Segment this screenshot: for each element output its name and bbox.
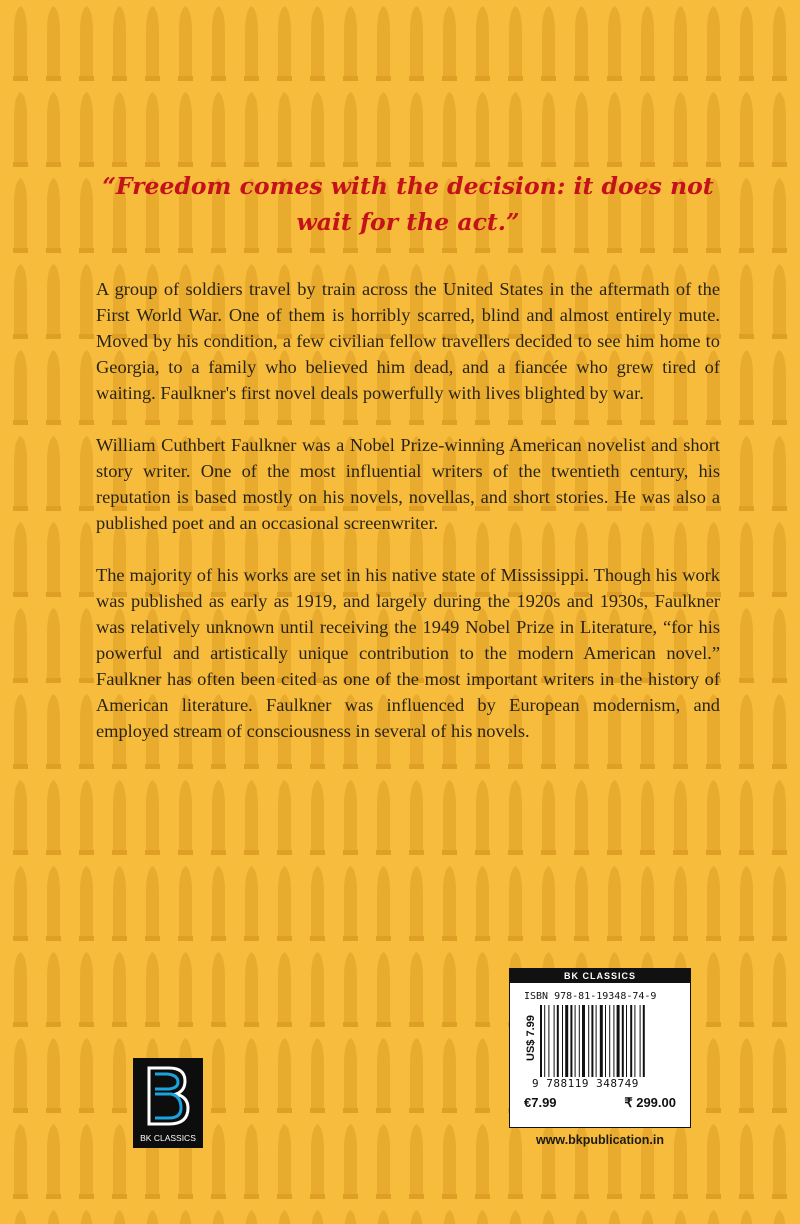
barcode-header: BK CLASSICS <box>510 969 690 983</box>
logo-text: BK CLASSICS <box>140 1133 196 1143</box>
author-legacy-paragraph: The majority of his works are set in his native state of Mississippi. Though his work was published as early as 1919, and largely during the 1920s and 1930s, Faulkner was relatively unknown until receiving the 1949 Nobel Prize in Literature, “for his powerful and artistically unique contribution to the modern American novel.” Faulkner has often been cited as one of the most important writers in the history of American literature. Faulkner was influenced by European modernism, and employed stream of consciousness in several of his novels. <box>96 565 720 741</box>
price-usd: US$ 7.99 <box>525 1015 537 1061</box>
barcode-panel <box>509 968 691 1128</box>
publisher-logo <box>133 1058 203 1148</box>
publisher-website: www.bkpublication.in <box>535 1133 664 1147</box>
price-inr: ₹ 299.00 <box>624 1095 676 1110</box>
price-eur: €7.99 <box>524 1095 557 1110</box>
bk-logo-icon <box>133 1058 203 1130</box>
synopsis-paragraph: A group of soldiers travel by train across the United States in the aftermath of the First World War. One of them is horribly scarred, blind and almost entirely mute. Moved by his condition, a few civilian fellow travellers decided to see him home to Georgia, to a family who believed him dead, and a fiancée who grew tired of waiting. Faulkner's first novel deals powerfully with lives blighted by war. <box>96 279 720 403</box>
barcode-bars <box>540 1005 682 1077</box>
author-bio-paragraph: William Cuthbert Faulkner was a Nobel Prize-winning American novelist and short story writer. One of the most influential writers of the twentieth century, his reputation is based mostly on his novels, novellas, and short stories. He was also a published poet and an occasional screenwriter. <box>96 435 720 533</box>
isbn-label: ISBN 978-81-19348-74-9 <box>524 991 657 1002</box>
quote: “Freedom comes with the decision: it does not wait for the act.” <box>102 172 714 236</box>
barcode-digits: 9 788119 348749 <box>532 1077 639 1090</box>
text-content <box>96 168 720 770</box>
